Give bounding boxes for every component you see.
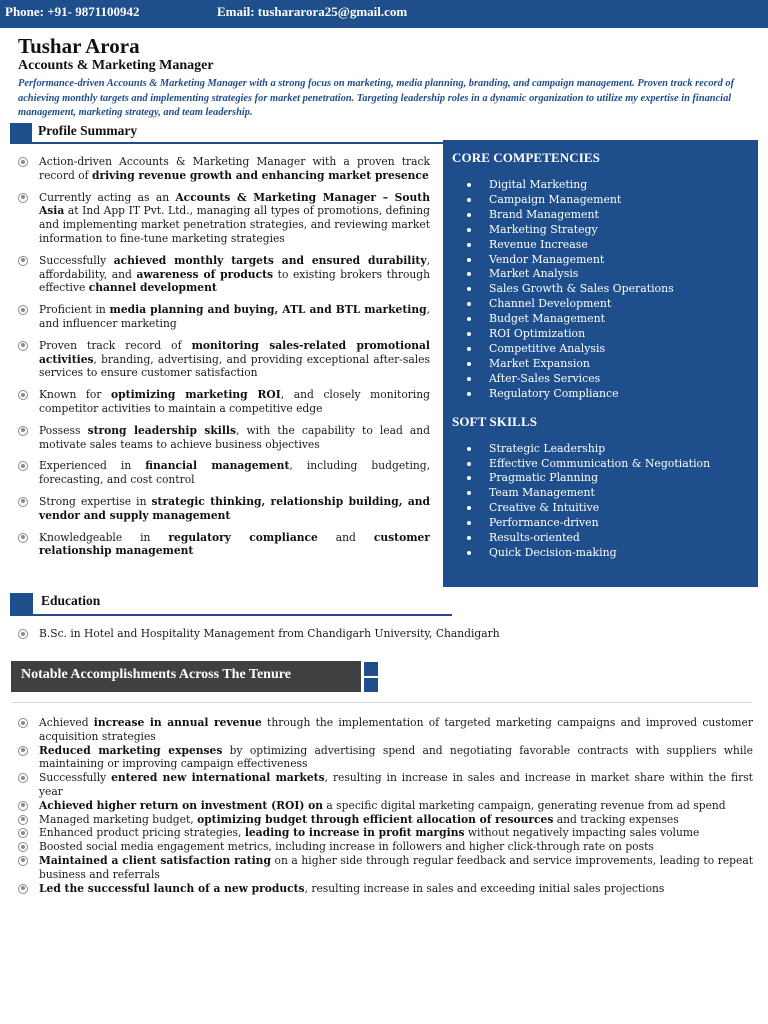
accomplishment-item-text: Achieved higher return on investment (ROI) on a specific digital marketing campaign, generating revenue from ad spend bbox=[39, 798, 726, 812]
bullet-icon bbox=[18, 497, 28, 507]
candidate-role: Accounts & Marketing Manager bbox=[18, 58, 214, 73]
profile-item-text: Proficient in media planning and buying, ATL and BTL marketing, and influencer marketing bbox=[39, 303, 430, 330]
bullet-icon bbox=[18, 828, 28, 838]
accomplishment-item bbox=[17, 854, 753, 882]
accomplishment-item-text: Successfully entered new international markets, resulting in increase in sales and increase in market share within the first year bbox=[39, 771, 753, 798]
profile-item bbox=[17, 254, 430, 295]
education-item bbox=[17, 627, 617, 641]
bullet-icon bbox=[18, 746, 28, 756]
competency-item: Regulatory Compliance bbox=[466, 387, 758, 402]
accomplishment-item-text: Led the successful launch of a new products, resulting increase in sales and exceeding initial sales projections bbox=[39, 881, 665, 895]
soft-skill-item: Creative & Intuitive bbox=[466, 501, 758, 516]
soft-skill-item: Team Management bbox=[466, 486, 758, 501]
bullet-icon bbox=[18, 884, 28, 894]
section-divider bbox=[10, 614, 452, 616]
bullet-icon bbox=[18, 718, 28, 728]
competency-item: Market Analysis bbox=[466, 267, 758, 282]
bullet-icon bbox=[18, 426, 28, 436]
competency-item: Campaign Management bbox=[466, 193, 758, 208]
bullet-icon bbox=[18, 341, 28, 351]
accomplishment-item-text: Reduced marketing expenses by optimizing advertising spend and negotiating favorable contracts with suppliers while maintaining or improving campaign effectiveness bbox=[39, 743, 753, 771]
accomplishments-list bbox=[17, 716, 753, 895]
bullet-icon bbox=[18, 773, 28, 783]
email-address[interactable]: Email: tushararora25@gmail.com bbox=[217, 4, 408, 19]
accomplishment-item-text: Enhanced product pricing strategies, leading to increase in profit margins without negatively impacting sales volume bbox=[39, 826, 700, 840]
accomplishment-item bbox=[17, 882, 753, 896]
profile-item-text: Proven track record of monitoring sales-related promotional activities, branding, advertising, and providing exceptional after-sales services to ensure customer satisfaction bbox=[39, 338, 430, 380]
soft-skills-list bbox=[452, 442, 758, 561]
profile-item bbox=[17, 303, 430, 331]
phone-number[interactable]: Phone: +91- 9871100942 bbox=[5, 4, 140, 19]
profile-item bbox=[17, 155, 430, 183]
bullet-icon bbox=[18, 533, 28, 543]
bullet-icon bbox=[18, 461, 28, 471]
education-heading bbox=[10, 593, 452, 617]
candidate-name: Tushar Arora bbox=[18, 34, 140, 58]
competency-item: Marketing Strategy bbox=[466, 223, 758, 238]
career-summary: Performance-driven Accounts & Marketing Manager with a strong focus on marketing, media planning, branding, and campaign management. Proven track record of achieving monthly targets and implementing strategies for market penetration. Targeting leadership roles in a dynamic organization to utilize my expertise in financial management, marketing strategy, and team leadership. bbox=[18, 78, 735, 119]
bullet-icon bbox=[18, 193, 28, 203]
bullet-icon bbox=[18, 157, 28, 167]
competency-item: Channel Development bbox=[466, 297, 758, 312]
competency-item: Revenue Increase bbox=[466, 238, 758, 253]
soft-skills-title: SOFT SKILLS bbox=[452, 413, 538, 429]
bullet-icon bbox=[18, 390, 28, 400]
profile-item bbox=[17, 191, 430, 246]
bullet-icon bbox=[18, 842, 28, 852]
competency-item: Budget Management bbox=[466, 312, 758, 327]
soft-skill-item: Quick Decision-making bbox=[466, 546, 758, 561]
soft-skill-item: Performance-driven bbox=[466, 516, 758, 531]
profile-item-text: Action-driven Accounts & Marketing Manager with a proven track record of driving revenue growth and enhancing market presence bbox=[39, 155, 430, 182]
accomplishment-item bbox=[17, 716, 753, 744]
banner-square-top bbox=[364, 662, 378, 676]
core-competencies-list bbox=[452, 178, 758, 402]
core-competencies-title: CORE COMPETENCIES bbox=[452, 150, 600, 165]
profile-summary-list bbox=[17, 155, 430, 566]
bullet-icon bbox=[18, 815, 28, 825]
accomplishment-item bbox=[17, 813, 753, 827]
accomplishment-item-text: Boosted social media engagement metrics, including increase in followers and higher click-through rate on posts bbox=[39, 840, 654, 854]
education-item-text: B.Sc. in Hotel and Hospitality Management from Chandigarh University, Chandigarh bbox=[39, 627, 500, 640]
bullet-icon bbox=[18, 856, 28, 866]
competency-item: Market Expansion bbox=[466, 357, 758, 372]
profile-item-text: Currently acting as an Accounts & Marketing Manager – South Asia at Ind App IT Pvt. Ltd., managing all types of promotions, defining and implementing market penetration strategies, and reviewing market information to fine-tune marketing strategies bbox=[39, 190, 430, 245]
profile-item bbox=[17, 459, 430, 487]
accomplishment-item-text: Achieved increase in annual revenue through the implementation of targeted marketing campaigns and improved customer acquisition strategies bbox=[39, 716, 753, 743]
bullet-icon bbox=[18, 256, 28, 266]
banner-square-bottom bbox=[364, 678, 378, 692]
profile-item-text: Knowledgeable in regulatory compliance and customer relationship management bbox=[39, 530, 430, 558]
education-list bbox=[17, 627, 617, 641]
profile-item bbox=[17, 495, 430, 523]
accomplishment-item bbox=[17, 744, 753, 772]
profile-item-text: Experienced in financial management, including budgeting, forecasting, and cost control bbox=[39, 459, 430, 487]
competency-item: Brand Management bbox=[466, 208, 758, 223]
profile-item bbox=[17, 388, 430, 416]
section-divider bbox=[10, 142, 445, 144]
soft-skill-item: Pragmatic Planning bbox=[466, 471, 758, 486]
profile-item-text: Strong expertise in strategic thinking, relationship building, and vendor and supply management bbox=[39, 494, 430, 522]
competency-item: After-Sales Services bbox=[466, 372, 758, 387]
profile-item bbox=[17, 424, 430, 452]
section-marker-square bbox=[10, 123, 32, 142]
skills-sidebar bbox=[443, 140, 758, 587]
bullet-icon bbox=[18, 629, 28, 639]
profile-item-text: Known for optimizing marketing ROI, and closely monitoring competitor activities to maintain a competitive edge bbox=[39, 388, 431, 415]
profile-summary-heading bbox=[10, 123, 445, 143]
soft-skill-item: Effective Communication & Negotiation bbox=[466, 457, 758, 472]
profile-item-text: Successfully achieved monthly targets and ensured durability, affordability, and awareness of products to existing brokers through effective channel development bbox=[39, 253, 430, 295]
contact-bar bbox=[0, 0, 768, 28]
section-divider bbox=[11, 702, 751, 703]
accomplishment-item bbox=[17, 771, 753, 799]
profile-item bbox=[17, 339, 430, 380]
competency-item: Competitive Analysis bbox=[466, 342, 758, 357]
section-marker-square bbox=[10, 593, 33, 615]
section-title: Profile Summary bbox=[38, 123, 138, 138]
bullet-icon bbox=[18, 305, 28, 315]
competency-item: Vendor Management bbox=[466, 253, 758, 268]
soft-skill-item: Strategic Leadership bbox=[466, 442, 758, 457]
competency-item: ROI Optimization bbox=[466, 327, 758, 342]
bullet-icon bbox=[18, 801, 28, 811]
accomplishment-item bbox=[17, 826, 753, 840]
profile-item-text: Possess strong leadership skills, with the capability to lead and motivate sales teams to achieve business objectives bbox=[39, 423, 431, 451]
accomplishment-item-text: Maintained a client satisfaction rating on a higher side through regular feedback and service improvements, leading to repeat business and referrals bbox=[39, 853, 753, 881]
accomplishments-banner: Notable Accomplishments Across The Tenure bbox=[11, 661, 361, 692]
competency-item: Digital Marketing bbox=[466, 178, 758, 193]
section-title: Education bbox=[41, 593, 101, 608]
accomplishment-item bbox=[17, 799, 753, 813]
accomplishment-item bbox=[17, 840, 753, 854]
accomplishment-item-text: Managed marketing budget, optimizing budget through efficient allocation of resources and tracking expenses bbox=[39, 812, 679, 826]
profile-item bbox=[17, 531, 430, 559]
competency-item: Sales Growth & Sales Operations bbox=[466, 282, 758, 297]
soft-skill-item: Results-oriented bbox=[466, 531, 758, 546]
